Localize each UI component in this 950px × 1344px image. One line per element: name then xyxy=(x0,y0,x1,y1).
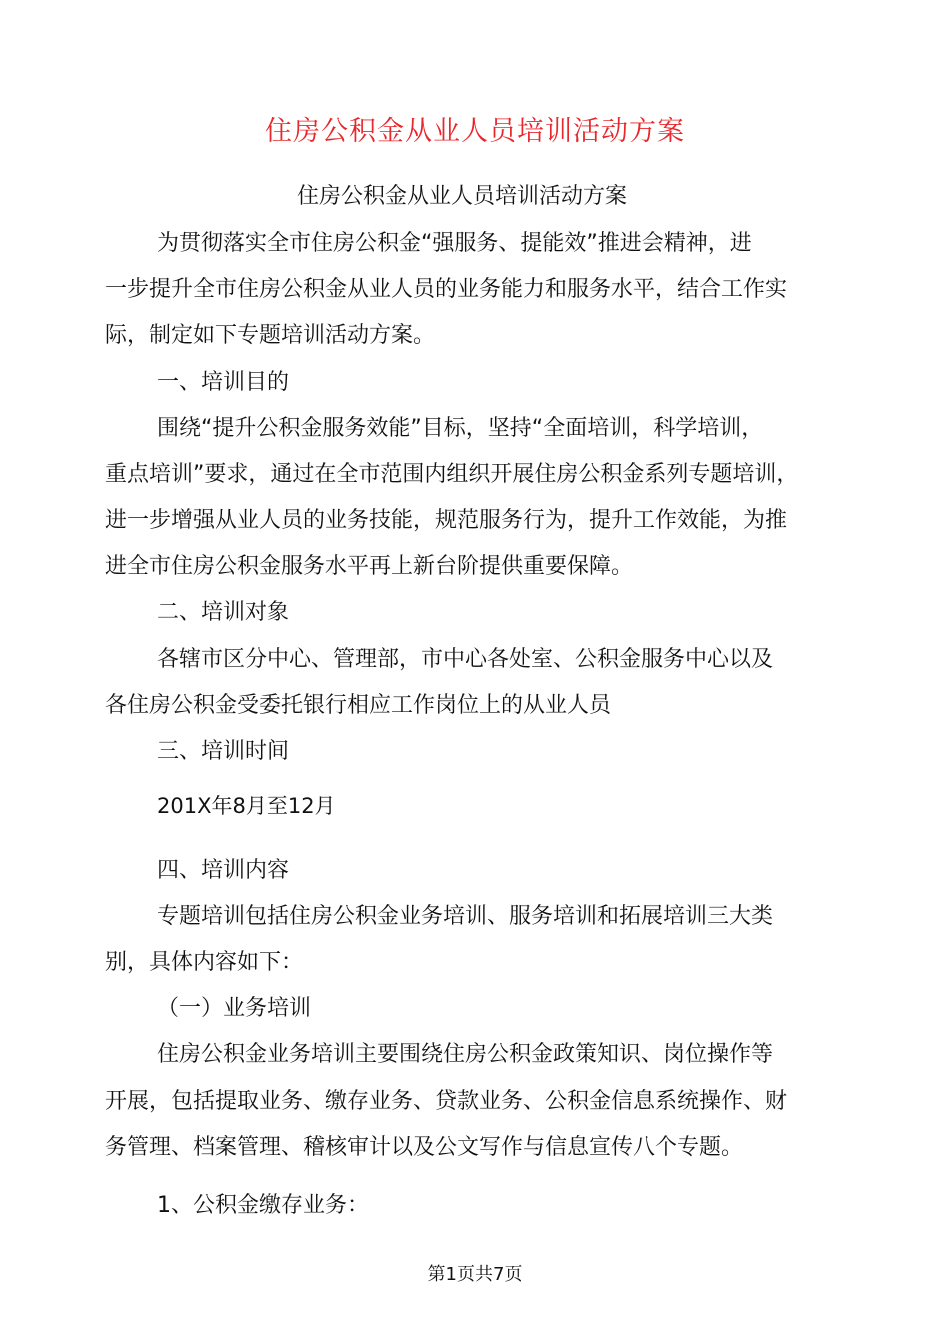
paragraph-line: 为贯彻落实全市住房公积金“强服务、提能效”推进会精神，进 xyxy=(157,231,752,256)
page-number: 第1页共7页 xyxy=(427,1264,523,1285)
section-heading: 一、培训目的 xyxy=(157,370,290,395)
paragraph-line: 进一步增强从业人员的业务技能，规范服务行为，提升工作效能，为推 xyxy=(105,508,788,533)
paragraph-line: 别，具体内容如下： xyxy=(105,950,304,975)
paragraph-line: 住房公积金业务培训主要围绕住房公积金政策知识、岗位操作等 xyxy=(157,1042,774,1067)
subsection-heading: （一）业务培训 xyxy=(157,996,312,1021)
paragraph-line: 开展，包括提取业务、缴存业务、贷款业务、公积金信息系统操作、财 xyxy=(105,1089,788,1114)
paragraph-line: 各住房公积金受委托银行相应工作岗位上的从业人员 xyxy=(105,693,612,718)
paragraph-line: 重点培训”要求，通过在全市范围内组织开展住房公积金系列专题培训， xyxy=(105,462,799,487)
paragraph-line: 务管理、档案管理、稽核审计以及公文写作与信息宣传八个专题。 xyxy=(105,1135,744,1160)
subtitle-line: 住房公积金从业人员培训活动方案 xyxy=(297,184,628,209)
list-item-heading: 1、公积金缴存业务： xyxy=(157,1193,369,1218)
paragraph-line: 201X年8月至12月 xyxy=(157,794,336,818)
section-heading: 四、培训内容 xyxy=(157,858,290,883)
paragraph-line: 专题培训包括住房公积金业务培训、服务培训和拓展培训三大类 xyxy=(157,904,774,929)
section-heading: 三、培训时间 xyxy=(157,739,290,764)
paragraph-line: 各辖市区分中心、管理部，市中心各处室、公积金服务中心以及 xyxy=(157,647,774,672)
section-heading: 二、培训对象 xyxy=(157,600,290,625)
paragraph-line: 进全市住房公积金服务水平再上新台阶提供重要保障。 xyxy=(105,554,634,579)
paragraph-line: 围绕“提升公积金服务效能”目标，坚持“全面培训，科学培训， xyxy=(157,416,764,441)
paragraph-line: 际，制定如下专题培训活动方案。 xyxy=(105,323,436,348)
paragraph-line: 一步提升全市住房公积金从业人员的业务能力和服务水平，结合工作实 xyxy=(105,277,788,302)
document-title: 住房公积金从业人员培训活动方案 xyxy=(265,116,685,147)
